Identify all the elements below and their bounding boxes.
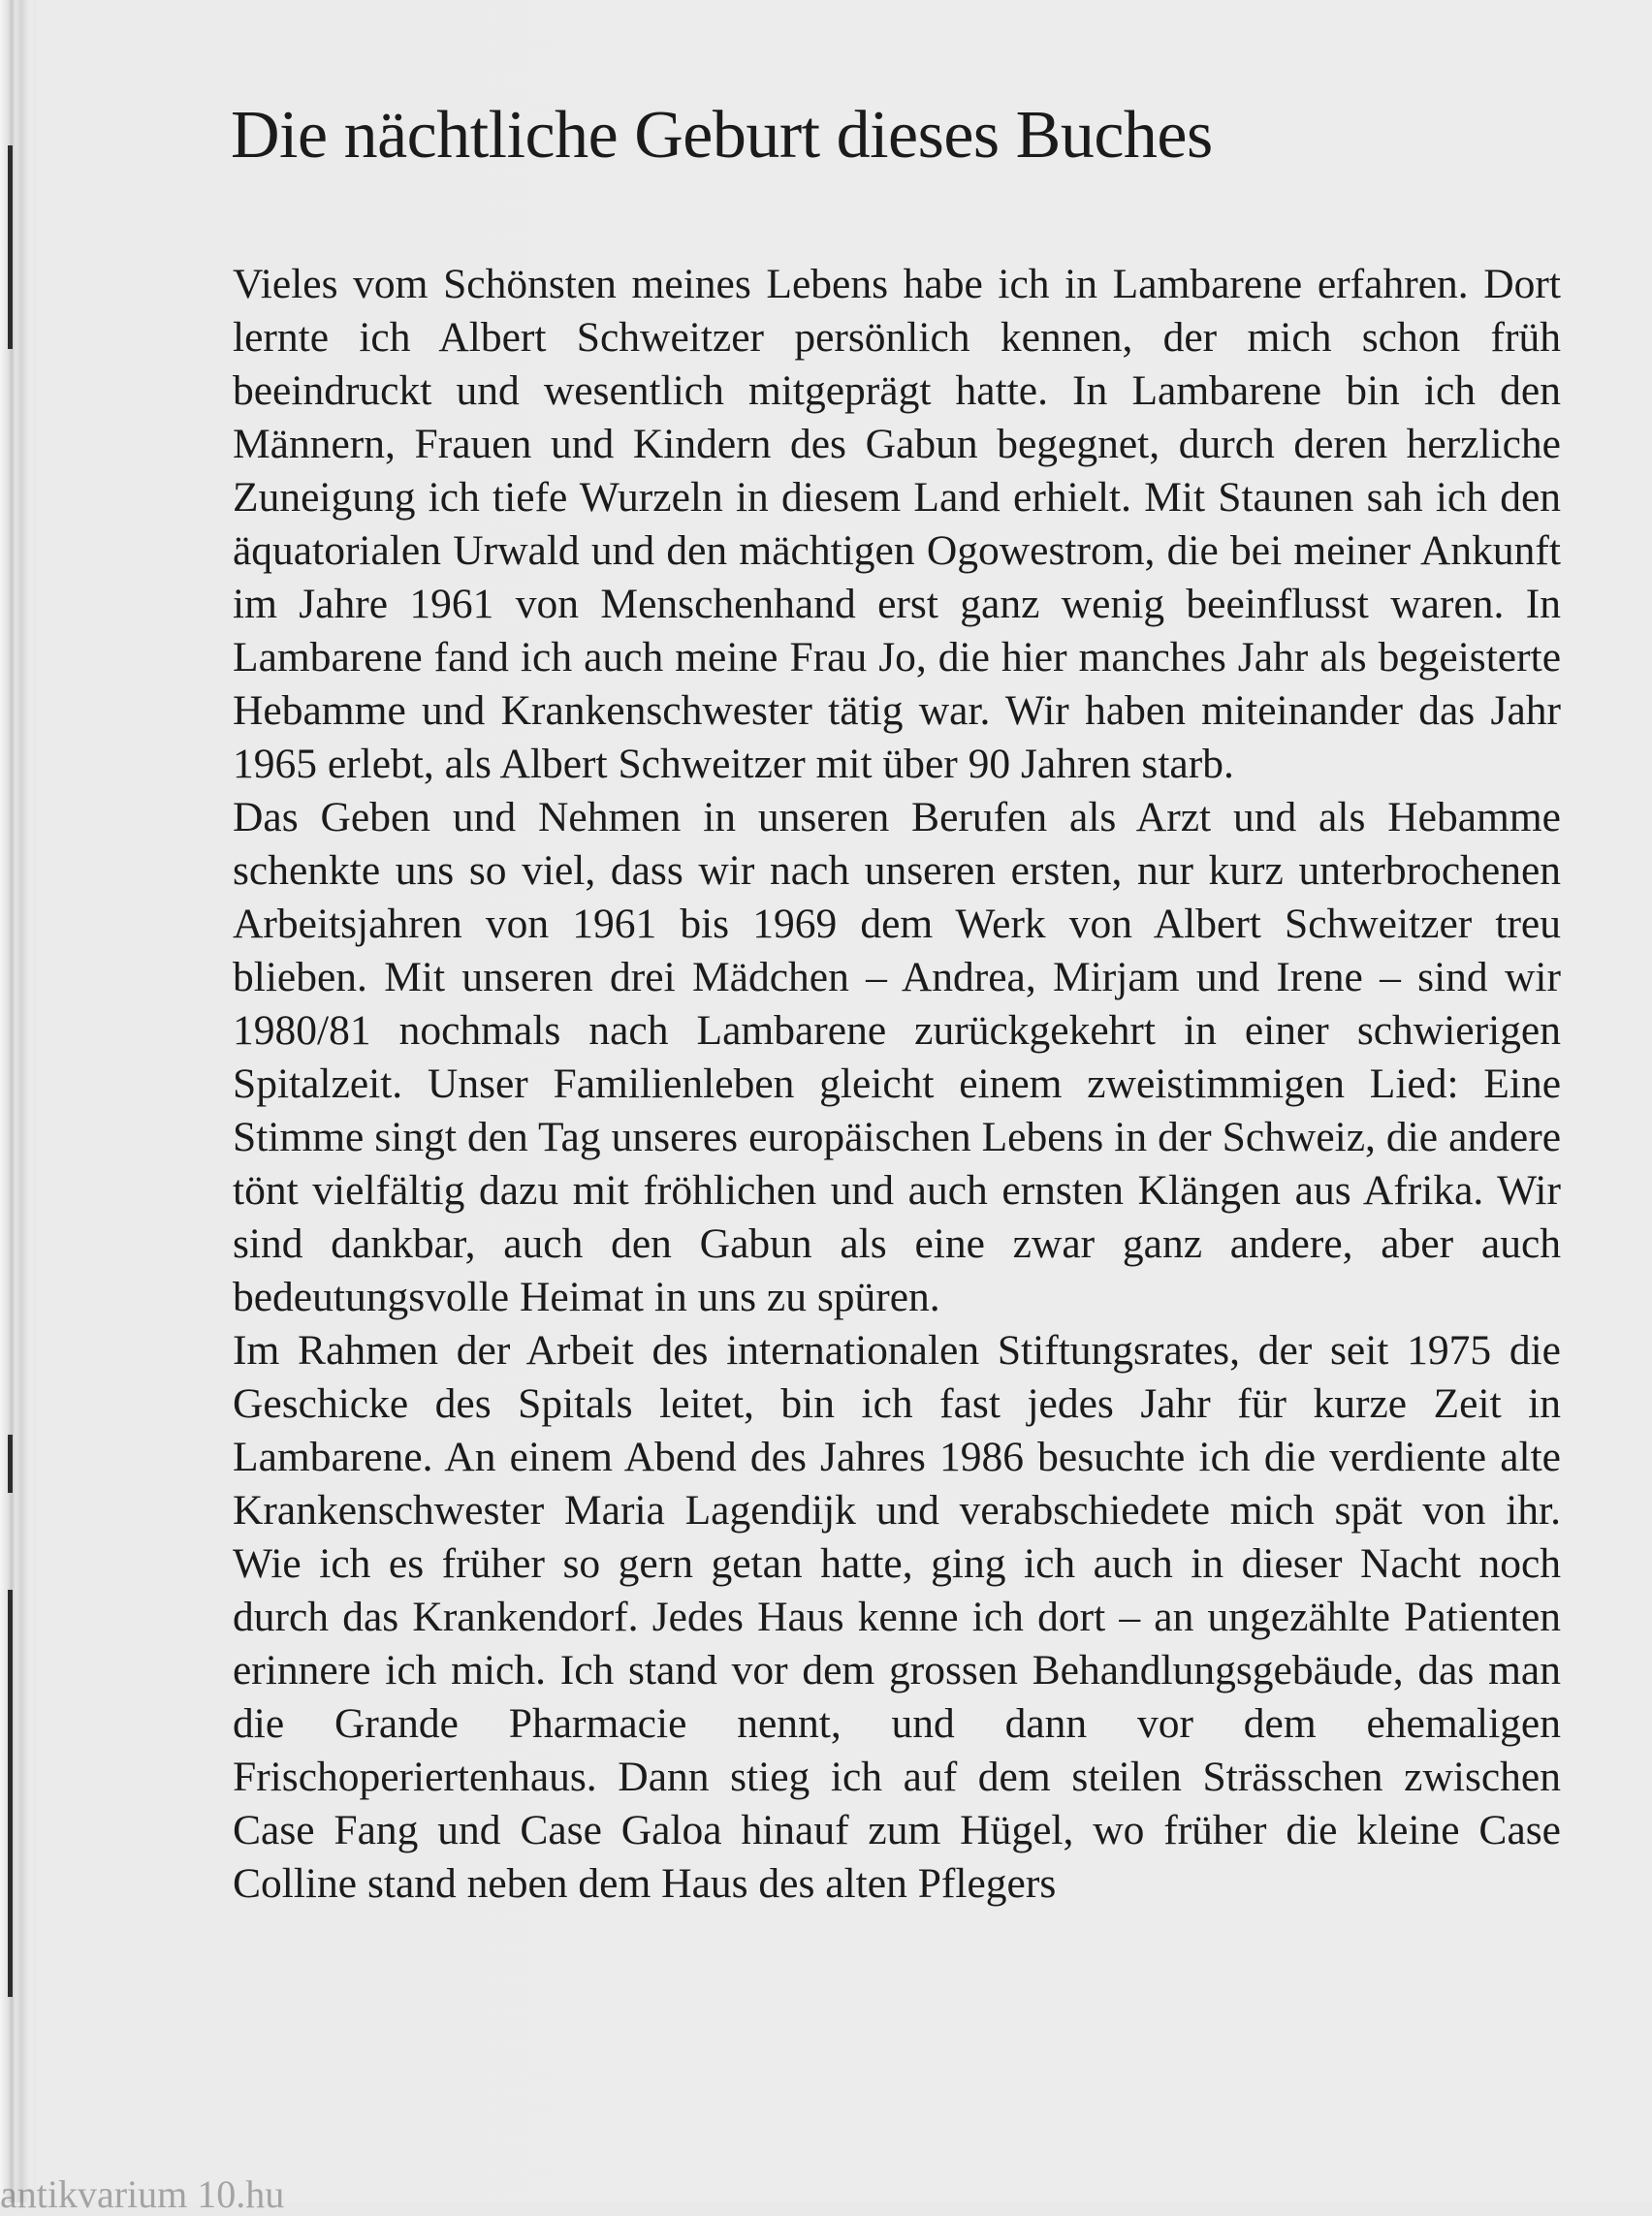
binding-shadow-mark bbox=[8, 1590, 13, 1997]
paragraph-3: Im Rahmen der Arbeit des internationalen Stiftungsrates, der seit 1975 die Geschicke des Spitals leitet, bin ich fast jedes Jahr für kurze Zeit in Lambarene. An einem Abend des Jahres 1986 besuchte ich die verdiente alte Krankenschwester Maria Lagendijk und verabschiedete mich spät von ihr. Wie ich es früher so gern getan hatte, ging ich auch in dieser Nacht noch durch das Krankendorf. Jedes Haus kenne ich dort – an ungezählte Patienten erinnere ich mich. Ich stand vor dem grossen Behandlungsgebäude, das man die Grande Pharmacie nennt, und dann vor dem ehemaligen Frischoperiertenhaus. Dann stieg ich auf dem steilen Strässchen zwischen Case Fang und Case Galoa hinauf zum Hügel, wo früher die kleine Case Colline stand neben dem Haus des alten Pflegers bbox=[233, 1327, 1561, 1907]
book-binding-edge bbox=[0, 0, 33, 2202]
paragraph-1: Vieles vom Schönsten meines Lebens habe ich in Lambarene erfahren. Dort lernte ich Albert Schweitzer persönlich kennen, der mich schon früh beeindruckt und wesentlich mitgeprägt hatte. In Lambarene bin ich den Männern, Frauen und Kindern des Gabun begegnet, durch deren herzliche Zuneigung ich tiefe Wurzeln in diesem Land erhielt. Mit Staunen sah ich den äquatorialen Urwald und den mächtigen Ogowestrom, die bei meiner Ankunft im Jahre 1961 von Menschenhand erst ganz wenig beeinflusst waren. In Lambarene fand ich auch meine Frau Jo, die hier manches Jahr als begeisterte Hebamme und Krankenschwester tätig war. Wir haben miteinander das Jahr 1965 erlebt, als Albert Schweitzer mit über 90 Jahren starb. bbox=[233, 261, 1561, 787]
binding-shadow-mark bbox=[8, 145, 13, 349]
page-footer-watermark: antikvarium 10.hu bbox=[0, 2172, 285, 2216]
chapter-body bbox=[233, 258, 1561, 1911]
chapter-title: Die nächtliche Geburt dieses Buches bbox=[231, 98, 1213, 173]
paragraph-2: Das Geben und Nehmen in unseren Berufen als Arzt und als Hebamme schenkte uns so viel, dass wir nach unseren ersten, nur kurz unterbrochenen Arbeitsjahren von 1961 bis 1969 dem Werk von Albert Schweitzer treu blieben. Mit unseren drei Mädchen – Andrea, Mirjam und Irene – sind wir 1980/81 nochmals nach Lambarene zurückgekehrt in einer schwierigen Spitalzeit. Unser Familienleben gleicht einem zweistimmigen Lied: Eine Stimme singt den Tag unseres europäischen Lebens in der Schweiz, die andere tönt vielfältig dazu mit fröhlichen und auch ernsten Klängen aus Afrika. Wir sind dankbar, auch den Gabun als eine zwar ganz andere, aber auch bedeutungsvolle Heimat in uns zu spüren. bbox=[233, 794, 1561, 1320]
binding-shadow-mark bbox=[8, 1435, 13, 1493]
